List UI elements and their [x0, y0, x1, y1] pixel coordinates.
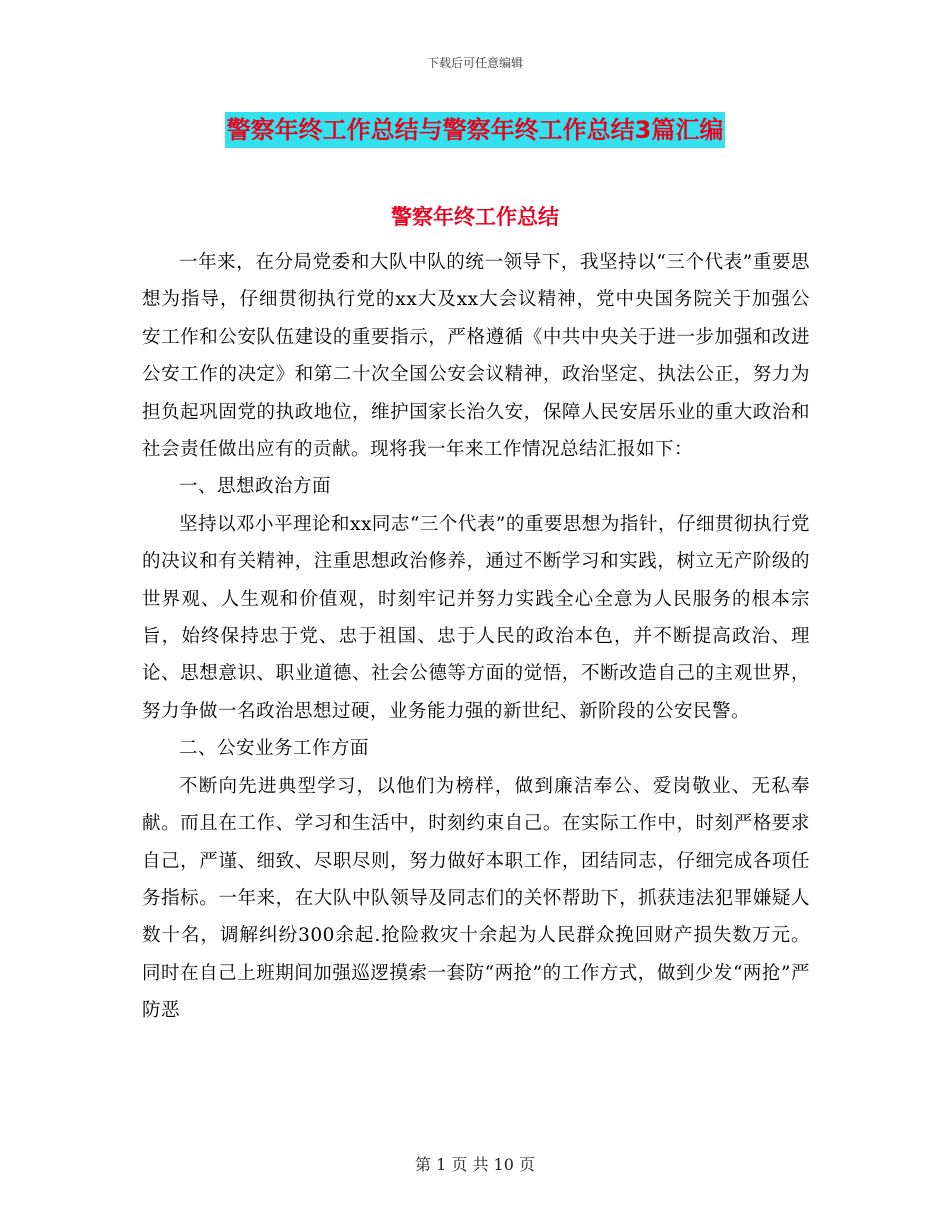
paragraph-intro: 一年来，在分局党委和大队中队的统一领导下，我坚持以“三个代表”重要思想为指导，仔细贯彻执行党的xx大及xx大会议精神，党中央国务院关于加强公安工作和公安队伍建设的重要指示，严格遵循《中共中央关于进一步加强和改进公安工作的决定》和第二十次全国公安会议精神，政治坚定、执法公正，努力为担负起巩固党的执政地位，维护国家长治久安，保障人民安居乐业的重大政治和社会责任做出应有的贡献。现将我一年来工作情况总结汇报如下： [142, 252, 810, 461]
section-title: 警察年终工作总结 [391, 205, 559, 229]
header-note: 下载后可任意编辑 [426, 56, 523, 70]
heading-political-thought: 一、思想政治方面 [179, 476, 332, 498]
document-title: 警察年终工作总结与警察年终工作总结3篇汇编 [225, 112, 726, 148]
document-body [142, 244, 810, 1030]
heading-police-work: 二、公安业务工作方面 [179, 738, 370, 760]
paragraph-political-thought: 坚持以邓小平理论和xx同志“三个代表”的重要思想为指针，仔细贯彻执行党的决议和有关精神，注重思想政治修养，通过不断学习和实践，树立无产阶级的世界观、人生观和价值观，时刻牢记并努力实践全心全意为人民服务的根本宗旨，始终保持忠于党、忠于祖国、忠于人民的政治本色，并不断提高政治、理论、思想意识、职业道德、社会公德等方面的觉悟，不断改造自己的主观世界，努力争做一名政治思想过硬，业务能力强的新世纪、新阶段的公安民警。 [142, 513, 810, 722]
document-title-container [0, 112, 950, 148]
page-footer: 第 1 页 共 10 页 [415, 1155, 535, 1174]
paragraph-police-work: 不断向先进典型学习，以他们为榜样，做到廉洁奉公、爱岗敬业、无私奉献。而且在工作、学习和生活中，时刻约束自己。在实际工作中，时刻严格要求自己，严谨、细致、尽职尽则，努力做好本职工作，团结同志，仔细完成各项任务指标。一年来，在大队中队领导及同志们的关怀帮助下，抓获违法犯罪嫌疑人数十名，调解纠纷300余起.抢险救灾十余起为人民群众挽回财产损失数万元。同时在自己上班期间加强巡逻摸索一套防“两抢”的工作方式，做到少发“两抢”严防恶 [142, 775, 810, 1022]
